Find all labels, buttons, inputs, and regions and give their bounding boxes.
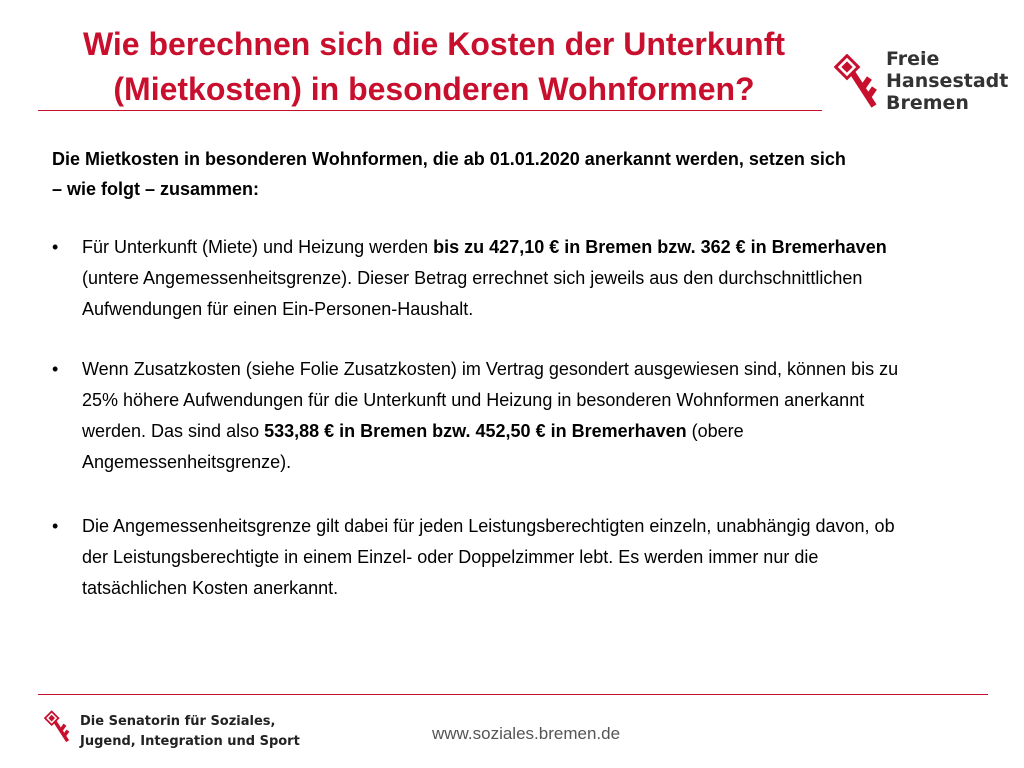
bullet-marker: • (52, 516, 59, 536)
slide-title-line-2: (Mietkosten) in besonderen Wohnformen? (113, 71, 755, 107)
bullet-text: Für Unterkunft (Miete) und Heizung werden (82, 237, 434, 257)
org-line-1: Die Senatorin für Soziales, (80, 714, 276, 729)
footer-url[interactable]: www.soziales.bremen.de (432, 724, 621, 743)
slide-title (44, 22, 824, 112)
bullet-list (52, 232, 912, 633)
bullet-marker: • (52, 237, 59, 257)
intro-text: Die Mietkosten in besonderen Wohnformen, die ab 01.01.2020 anerkannt werden, setzen sich – wie folgt – zusammen: (52, 149, 846, 199)
bullet-item (52, 232, 912, 325)
bremen-key-icon (834, 54, 878, 110)
bullet-text: (untere Angemessenheitsgrenze). Dieser Betrag errechnet sich jeweils aus den durchschnittlichen Aufwendungen für einen Ein-Personen-Haushalt. (82, 268, 863, 319)
bremen-logo-text (886, 48, 1008, 114)
footer-divider (38, 694, 988, 695)
senator-org-text (80, 712, 300, 752)
bullet-item (52, 511, 912, 604)
bullet-marker: • (52, 359, 59, 379)
logo-line-2: Hansestadt (886, 70, 1009, 92)
senator-logo (44, 708, 304, 758)
logo-line-3: Bremen (886, 92, 969, 114)
bremen-logo (834, 48, 1014, 118)
bullet-bold-text: 533,88 € in Bremen bzw. 452,50 € in Bremerhaven (264, 421, 687, 441)
bullet-bold-text: bis zu 427,10 € in Bremen bzw. 362 € in Bremerhaven (433, 237, 887, 257)
bremen-key-icon (44, 710, 70, 744)
slide-title-line-1: Wie berechnen sich die Kosten der Unterkunft (82, 26, 786, 62)
bullet-text: (obere Angemessenheitsgrenze). (82, 421, 744, 472)
title-divider (38, 110, 822, 111)
logo-line-1: Freie (886, 48, 940, 70)
bullet-item (52, 354, 912, 478)
bullet-text: Wenn Zusatzkosten (siehe Folie Zusatzkosten) im Vertrag gesondert ausgewiesen sind, können bis zu 25% höhere Aufwendungen für die Unterkunft und Heizung in besonderen Wohnformen anerkannt werden. Das sind also (82, 359, 899, 441)
org-line-2: Jugend, Integration und Sport (80, 734, 300, 749)
bullet-text: Die Angemessenheitsgrenze gilt dabei für jeden Leistungsberechtigten einzeln, unabhängig davon, ob der Leistungsberechtigte in einem Einzel- oder Doppelzimmer lebt. Es werden immer nur die tatsächlichen Kosten anerkannt. (82, 516, 895, 598)
